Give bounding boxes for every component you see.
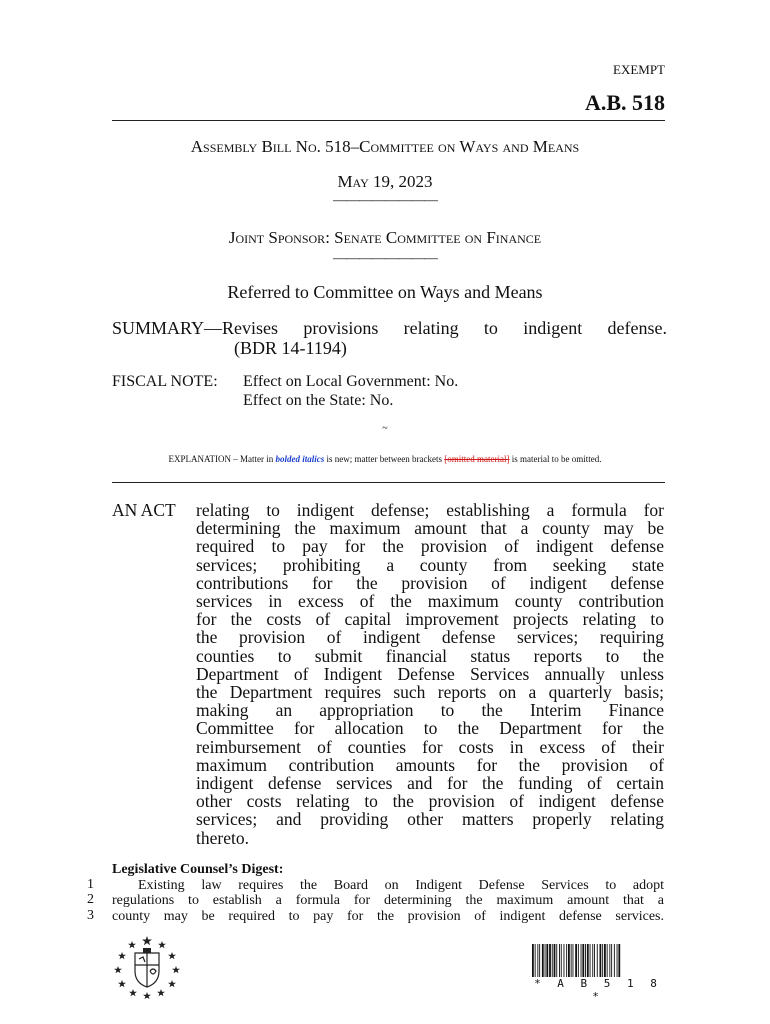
- barcode-bar: [549, 944, 551, 977]
- summary-word: indigent: [523, 318, 583, 338]
- digest-title: Legislative Counsel’s Digest:: [112, 862, 284, 877]
- explanation-prefix: EXPLANATION – Matter in: [168, 454, 276, 464]
- explanation-note: [0, 454, 770, 464]
- barcode-bar: [582, 944, 584, 977]
- act-line: services in excess of the maximum county contribution: [196, 591, 664, 612]
- barcode-bar: [552, 944, 553, 977]
- barcode-bar: [600, 944, 602, 977]
- barcode-bar: [590, 944, 591, 977]
- barcode-bar: [542, 944, 544, 977]
- barcode-bar: [581, 944, 582, 977]
- divider-dash: ————————: [333, 193, 437, 208]
- barcode-bar: [546, 944, 548, 977]
- act-lead: AN ACT: [112, 500, 176, 520]
- act-line: determining the maximum amount that a county may be: [196, 518, 664, 539]
- act-line: contributions for the provision of indigent defense: [196, 572, 664, 593]
- act-line: relating to indigent defense; establishing a formula for: [196, 500, 664, 521]
- barcode-bar: [564, 944, 565, 977]
- exempt-label: EXEMPT: [613, 62, 665, 77]
- barcode-bar: [592, 944, 593, 977]
- act-line: counties to submit financial status reports to the: [196, 645, 664, 666]
- fiscal-state: Effect on the State: No.: [243, 392, 394, 409]
- act-line: indigent defense services and for the funding of certain: [196, 773, 664, 794]
- barcode-bar: [614, 944, 615, 977]
- fiscal-note: [112, 372, 458, 410]
- summary-word: relating: [403, 318, 459, 338]
- explanation-rule: [112, 482, 665, 483]
- summary: [112, 318, 667, 358]
- bill-date: May 19, 2023: [337, 172, 433, 191]
- barcode-bar: [566, 944, 567, 977]
- digest-line-text: Existing law requires the Board on Indigent Defense Services to adopt: [138, 877, 664, 893]
- summary-word: to: [483, 318, 498, 338]
- act-line: services; prohibiting a county from seeking state: [196, 554, 664, 575]
- nevada-state-seal: [113, 935, 181, 999]
- digest-line: [112, 893, 664, 909]
- line-number: 1: [87, 877, 94, 892]
- divider-dash: ————————: [333, 251, 437, 266]
- barcode-bar: [607, 944, 608, 977]
- barcode-bar: [535, 944, 536, 977]
- referred-to: Referred to Committee on Ways and Means: [227, 282, 543, 302]
- barcode-bar: [561, 944, 562, 977]
- barcode-bar: [537, 944, 538, 977]
- digest-line: [112, 909, 664, 925]
- act-line: for the costs of capital improvement projects relating to: [196, 609, 664, 630]
- barcode-bar: [617, 944, 618, 977]
- barcode-bar: [604, 944, 606, 977]
- explanation-suffix: is material to be omitted.: [509, 454, 602, 464]
- summary-line-1: [112, 318, 667, 338]
- header-rule: [112, 120, 665, 121]
- barcode-bar: [545, 944, 546, 977]
- barcode-bar: [559, 944, 560, 977]
- barcode-bar: [578, 944, 579, 977]
- barcode-text: * A B 5 1 8 *: [534, 977, 662, 1003]
- digest-line-text: regulations to establish a formula for determining the maximum amount that a: [112, 893, 664, 908]
- act-line: Committee for allocation to the Department for the: [196, 718, 664, 739]
- explanation-omitted-sample: [omitted material]: [444, 454, 510, 464]
- barcode-bar: [573, 944, 574, 977]
- act-line: reimbursement of counties for costs in excess of their: [196, 736, 664, 757]
- act-line: the Department requires such reports on a quarterly basis;: [196, 682, 664, 703]
- fiscal-local: Effect on Local Government: No.: [243, 373, 459, 390]
- barcode-bar: [568, 944, 570, 977]
- summary-word: SUMMARY—Revises: [112, 318, 279, 338]
- act-line: making an appropriation to the Interim Finance: [196, 700, 664, 721]
- act-line: thereto.: [196, 827, 249, 848]
- digest-line-text: county may be required to pay for the provision of indigent defense services.: [112, 908, 664, 924]
- barcode-bar: [571, 944, 572, 977]
- barcode-bar: [587, 944, 589, 977]
- act-line: Department of Indigent Defense Services annually unless: [196, 663, 664, 684]
- act-line: required to pay for the provision of indigent defense: [196, 536, 664, 557]
- barcode-bar: [539, 944, 540, 977]
- digest-line: [112, 878, 664, 894]
- explanation-new-sample: bolded italics: [275, 454, 325, 464]
- summary-word: provisions: [303, 318, 379, 338]
- act-line: services; and providing other matters properly relating: [196, 809, 664, 830]
- summary-word: defense.: [607, 318, 667, 338]
- bdr-number: (BDR 14-1194): [234, 338, 347, 358]
- barcode-bar: [554, 944, 556, 977]
- fiscal-note-label: FISCAL NOTE:: [112, 373, 218, 390]
- act-line: the provision of indigent defense services; requiring: [196, 627, 664, 648]
- barcode-bar: [597, 944, 598, 977]
- barcode-bar: [602, 944, 603, 977]
- barcode-bar: [609, 944, 610, 977]
- barcode-bar: [618, 944, 620, 977]
- barcode-bar: [594, 944, 595, 977]
- act-title: [112, 501, 664, 847]
- line-number: 3: [87, 908, 94, 923]
- act-body: [196, 501, 664, 847]
- tilde-separator: ~: [382, 423, 388, 434]
- barcode-bar: [611, 944, 612, 977]
- explanation-middle: is new; matter between brackets: [324, 454, 445, 464]
- barcode-bar: [585, 944, 586, 977]
- barcode: [532, 944, 664, 977]
- line-number: 2: [87, 892, 94, 907]
- act-line: maximum contribution amounts for the provision of: [196, 754, 664, 775]
- barcode-bar: [556, 944, 557, 977]
- legislative-digest: [112, 862, 664, 924]
- barcode-bar: [532, 944, 534, 977]
- assembly-bill-title: Assembly Bill No. 518–Committee on Ways and Means: [190, 137, 580, 156]
- act-line: other costs relating to the provision of indigent defense: [196, 791, 664, 812]
- joint-sponsor: Joint Sponsor: Senate Committee on Finance: [228, 228, 542, 247]
- bill-number: A.B. 518: [584, 90, 665, 115]
- barcode-bar: [575, 944, 577, 977]
